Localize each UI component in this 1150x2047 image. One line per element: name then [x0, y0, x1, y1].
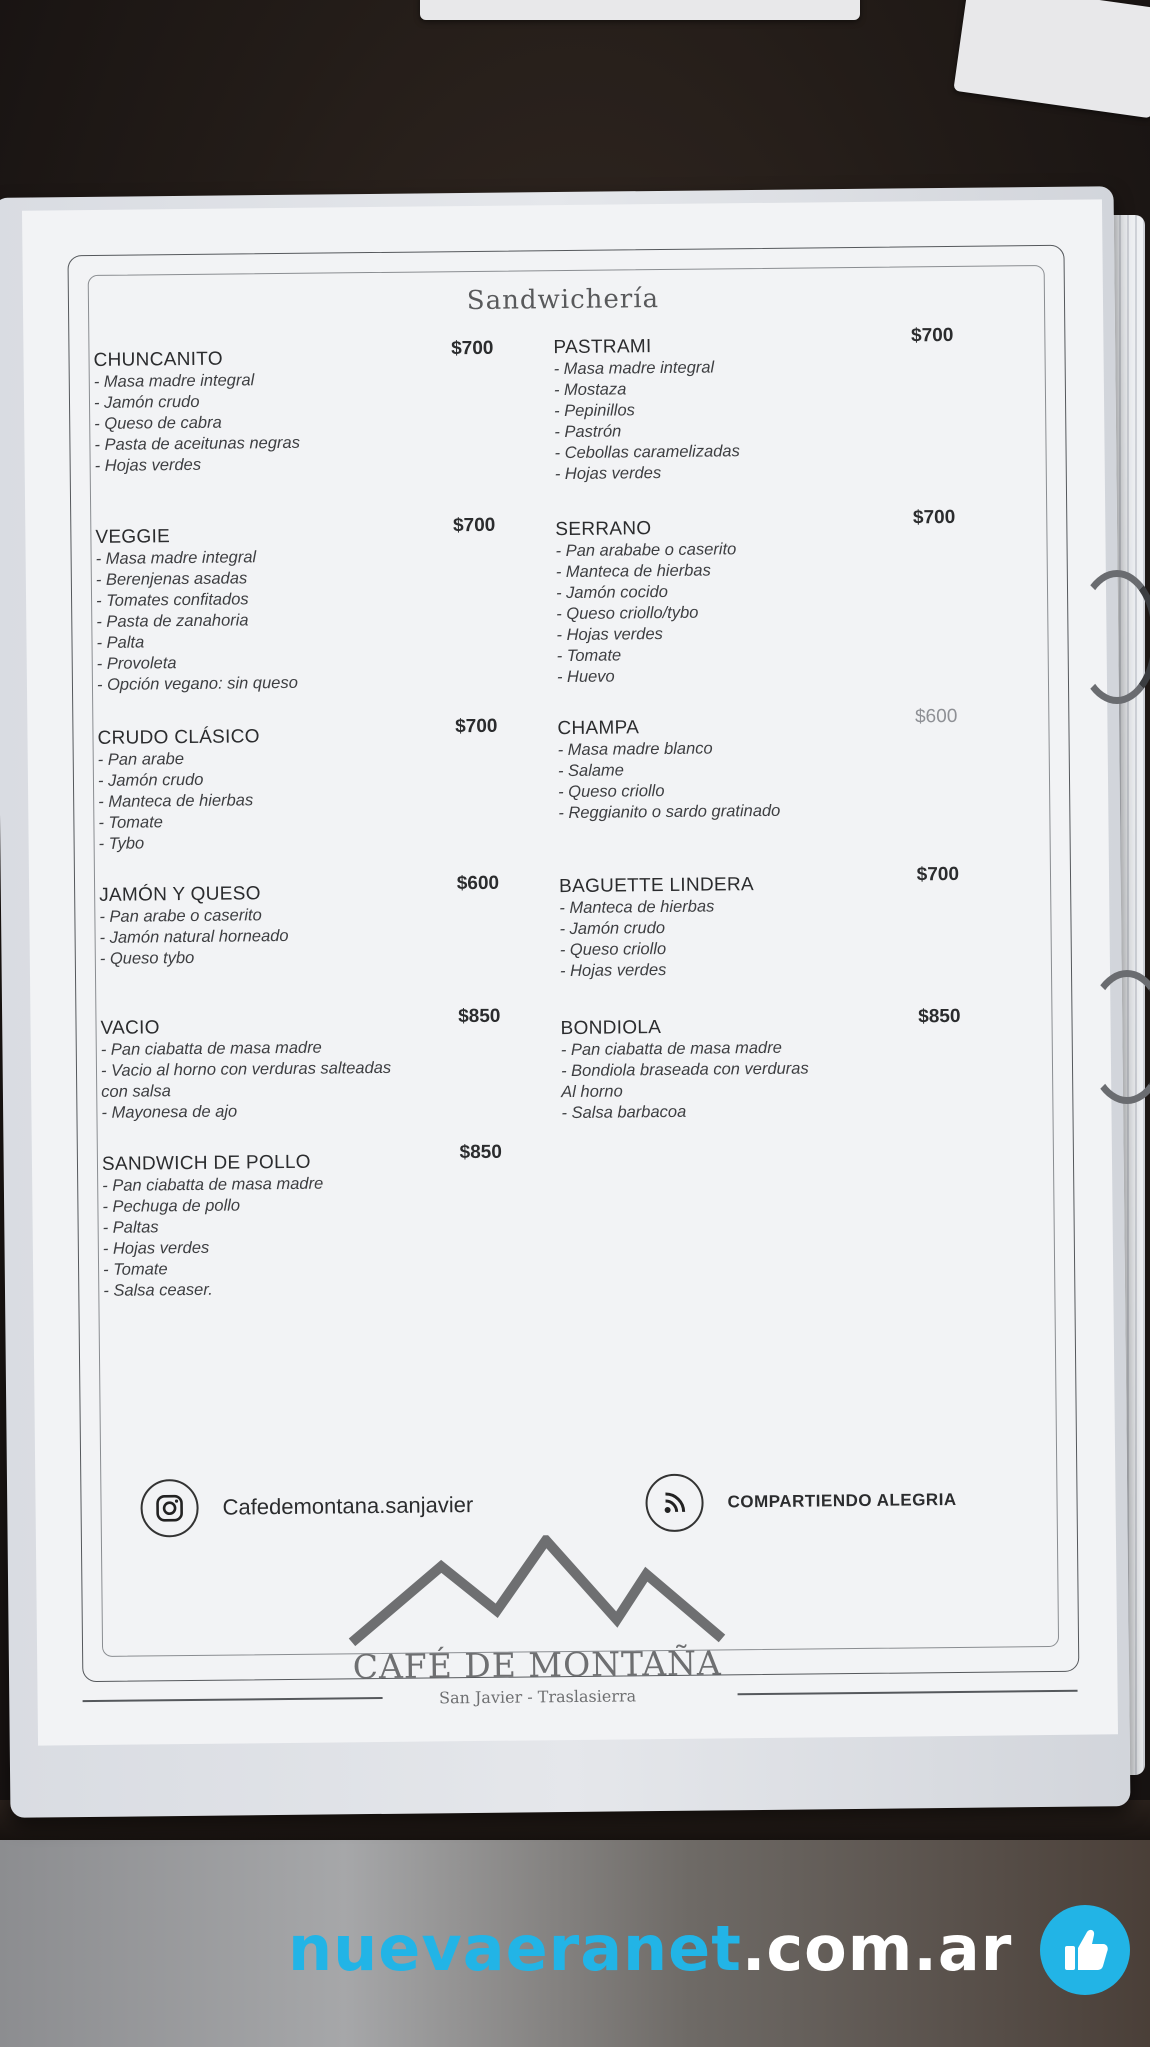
menu-item	[93, 337, 494, 477]
ingredient: - Pasta de aceitunas negras	[94, 433, 301, 454]
watermark	[288, 1912, 1012, 1985]
menu-item	[560, 1005, 961, 1124]
menu-item	[557, 705, 958, 824]
ingredient: - Pastrón	[554, 422, 622, 442]
ingredient: - Tomate	[102, 1260, 168, 1279]
ingredient: - Mayonesa de ajo	[101, 1102, 238, 1122]
menu-item	[100, 1005, 501, 1124]
ingredient: - Jamón crudo	[93, 392, 200, 412]
ingredient: - Reggianito o sardo gratinado	[558, 801, 781, 823]
item-price: $700	[451, 337, 494, 360]
ingredient: - Queso criollo/tybo	[556, 603, 699, 624]
item-price: $700	[916, 863, 960, 886]
item-price: $700	[455, 715, 498, 738]
item-name: SANDWICH DE POLLO	[101, 1151, 311, 1175]
item-price: $600	[914, 705, 958, 728]
ingredient: - Palta	[96, 633, 145, 652]
ingredient: - Vacio al horno con verduras salteadas	[100, 1058, 392, 1080]
ingredient: - Salsa barbacoa	[561, 1102, 687, 1123]
ingredient: - Masa madre integral	[93, 371, 255, 391]
watermark-part1: nuevaeranet	[288, 1912, 742, 1985]
thumbs-up-icon	[1040, 1905, 1130, 1995]
ingredient: - Hojas verdes	[94, 455, 202, 475]
ingredient: - Masa madre integral	[95, 548, 257, 568]
watermark-part2: .com.ar	[741, 1912, 1013, 1985]
item-name: CHAMPA	[557, 717, 640, 740]
item-name: PASTRAMI	[553, 336, 652, 359]
item-price: $700	[910, 324, 954, 347]
item-name: CRUDO CLÁSICO	[97, 726, 260, 749]
ingredient: - Salsa ceaser.	[103, 1280, 213, 1300]
ingredient: - Pan arabe	[97, 750, 185, 769]
right-column	[553, 324, 961, 1124]
item-name: BAGUETTE LINDERA	[558, 874, 755, 898]
ingredient: - Masa madre blanco	[557, 739, 713, 760]
ingredient: - Mostaza	[553, 380, 627, 400]
left-column	[93, 337, 503, 1302]
item-price: $600	[456, 872, 500, 895]
ingredient: - Pan ciabatta de masa madre	[560, 1038, 782, 1060]
item-name: SERRANO	[555, 518, 652, 541]
menu-item	[558, 863, 960, 982]
ingredient: - Jamón natural horneado	[99, 926, 289, 947]
footer-rule-left	[83, 1697, 383, 1702]
brand-name: CAFÉ DE MONTAÑA	[352, 1643, 722, 1687]
ingredient: - Manteca de hierbas	[559, 897, 715, 918]
slogan-text: COMPARTIENDO ALEGRIA	[727, 1489, 957, 1512]
binder-ring	[1075, 570, 1150, 704]
item-price: $700	[452, 514, 496, 537]
ingredient: - Masa madre integral	[553, 358, 715, 379]
ingredient: - Manteca de hierbas	[555, 561, 711, 582]
ingredient: - Queso tybo	[99, 948, 195, 968]
ingredient: - Tomates confitados	[95, 590, 249, 610]
menu-item	[101, 1141, 504, 1302]
item-price: $850	[459, 1141, 502, 1164]
ingredient: - Pechuga de pollo	[102, 1196, 241, 1216]
rss-icon	[645, 1474, 704, 1533]
menu-title: Sandwichería	[466, 284, 660, 317]
menu-item	[553, 324, 955, 485]
instagram-icon	[140, 1479, 199, 1538]
item-name: BONDIOLA	[560, 1017, 662, 1040]
ingredient: - Manteca de hierbas	[98, 791, 254, 811]
ingredient: - Pan arababe o caserito	[555, 540, 737, 561]
item-name: VEGGIE	[95, 526, 171, 548]
ingredient: - Hojas verdes	[554, 464, 662, 484]
item-name: CHUNCANITO	[93, 348, 223, 371]
ingredient: - Salame	[557, 761, 625, 781]
menu-page	[22, 199, 1118, 1745]
item-name: JAMÓN Y QUESO	[99, 883, 261, 906]
menu-item	[555, 506, 957, 688]
ingredient: - Bondiola braseada con verduras	[560, 1059, 809, 1081]
ingredient: - Hojas verdes	[559, 960, 667, 981]
ingredient: con salsa	[101, 1082, 172, 1101]
ingredient: - Tybo	[98, 834, 145, 853]
ingredient: - Berenjenas asadas	[95, 569, 248, 589]
item-price: $850	[458, 1005, 501, 1028]
item-name: VACIO	[100, 1017, 160, 1039]
ingredient: - Queso de cabra	[94, 413, 222, 433]
brand-logo	[346, 1533, 728, 1717]
ingredient: - Hojas verdes	[556, 625, 663, 645]
ingredient: - Paltas	[102, 1218, 159, 1237]
item-price: $850	[918, 1005, 961, 1028]
item-price: $700	[912, 506, 956, 529]
slogan-block	[645, 1471, 957, 1532]
ingredient: - Cebollas caramelizadas	[554, 442, 740, 463]
ingredient: - Tomate	[98, 813, 164, 832]
ingredient: - Jamón cocido	[555, 582, 669, 603]
ingredient: - Jamón crudo	[97, 770, 204, 790]
ingredient: - Pepinillos	[554, 401, 635, 421]
instagram-handle	[140, 1476, 473, 1537]
brand-subtitle: San Javier - Traslasierra	[438, 1686, 637, 1708]
footer-rule-right	[738, 1690, 1078, 1695]
menu-item	[97, 715, 498, 855]
ingredient: - Pan ciabatta de masa madre	[102, 1174, 324, 1195]
ingredient: - Pan arabe o caserito	[99, 906, 262, 926]
ingredient: - Provoleta	[96, 654, 177, 673]
ingredient: - Opción vegano: sin queso	[96, 673, 298, 694]
ingredient: - Queso criollo	[558, 782, 665, 802]
instagram-text: Cafedemontana.sanjavier	[222, 1492, 474, 1520]
ingredient: Al horno	[561, 1082, 623, 1102]
ingredient: - Pan ciabatta de masa madre	[100, 1038, 322, 1059]
ingredient: - Hojas verdes	[102, 1238, 210, 1258]
menu-item	[95, 514, 497, 696]
ingredient: - Tomate	[556, 646, 622, 666]
menu-item	[99, 872, 500, 970]
ingredient: - Jamón crudo	[559, 919, 666, 939]
background-card	[420, 0, 860, 20]
ingredient: - Pasta de zanahoria	[96, 611, 249, 631]
mountains-icon	[346, 1533, 727, 1647]
ingredient: - Huevo	[556, 667, 615, 687]
ingredient: - Queso criollo	[559, 939, 667, 960]
